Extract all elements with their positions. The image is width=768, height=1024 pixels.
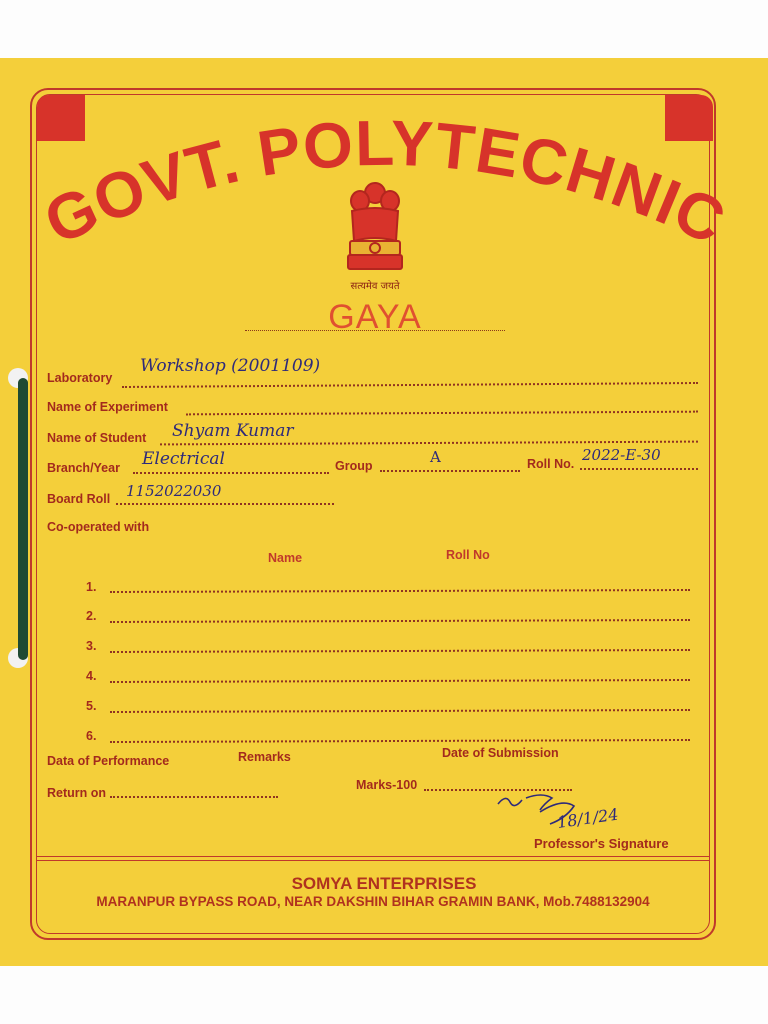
performance-label: Data of Performance xyxy=(47,754,170,768)
roll-value: 2022-E-30 xyxy=(582,446,661,464)
signature-label: Professor's Signature xyxy=(534,836,669,851)
coop-row-number: 3. xyxy=(86,639,97,653)
coop-row-number: 5. xyxy=(86,699,97,713)
signature-date: 18/1/24 xyxy=(555,804,620,832)
board-roll-line xyxy=(116,503,334,505)
footer-company: SOMYA ENTERPRISES xyxy=(291,874,477,893)
coop-row-number: 4. xyxy=(86,669,97,683)
roll-label: Roll No. xyxy=(527,457,575,471)
group-value: A xyxy=(430,448,441,466)
coop-row-number: 2. xyxy=(86,609,97,623)
branch-value: Electrical xyxy=(142,449,225,469)
board-roll-label: Board Roll xyxy=(47,492,111,506)
marks-label: Marks-100 xyxy=(356,778,418,792)
laboratory-label: Laboratory xyxy=(47,371,113,385)
coop-row-number: 1. xyxy=(86,580,97,594)
footer-separator xyxy=(37,860,709,861)
coop-row-number: 6. xyxy=(86,729,97,743)
branch-label: Branch/Year xyxy=(47,461,120,475)
group-line xyxy=(380,470,520,472)
cooperated-label: Co-operated with xyxy=(47,520,150,534)
group-label: Group xyxy=(335,459,373,473)
branch-line xyxy=(133,472,329,474)
institute-name: GOVT. POLYTECHNIC xyxy=(33,106,737,259)
laboratory-value: Workshop (2001109) xyxy=(140,356,321,376)
roll-line xyxy=(580,468,698,470)
footer-separator xyxy=(37,856,709,857)
binding-cord xyxy=(18,378,28,660)
professor-signature xyxy=(492,784,622,844)
national-emblem-icon xyxy=(340,175,410,280)
emblem-motto: सत्यमेव जयते xyxy=(350,281,400,292)
return-label: Return on xyxy=(47,786,107,800)
experiment-label: Name of Experiment xyxy=(47,400,168,414)
name-column-header: Name xyxy=(268,551,303,565)
remarks-label: Remarks xyxy=(238,750,291,764)
board-roll-value: 1152022030 xyxy=(126,482,222,500)
city-name: GAYA xyxy=(328,298,422,336)
city-underline xyxy=(245,330,505,331)
submission-label: Date of Submission xyxy=(442,746,559,760)
student-label: Name of Student xyxy=(47,431,147,445)
student-value: Shyam Kumar xyxy=(172,421,294,441)
roll-column-header: Roll No xyxy=(446,548,490,562)
footer-address: MARANPUR BYPASS ROAD, NEAR DAKSHIN BIHAR GRAMIN BANK, Mob.7488132904 xyxy=(96,894,650,909)
return-line xyxy=(110,796,278,798)
